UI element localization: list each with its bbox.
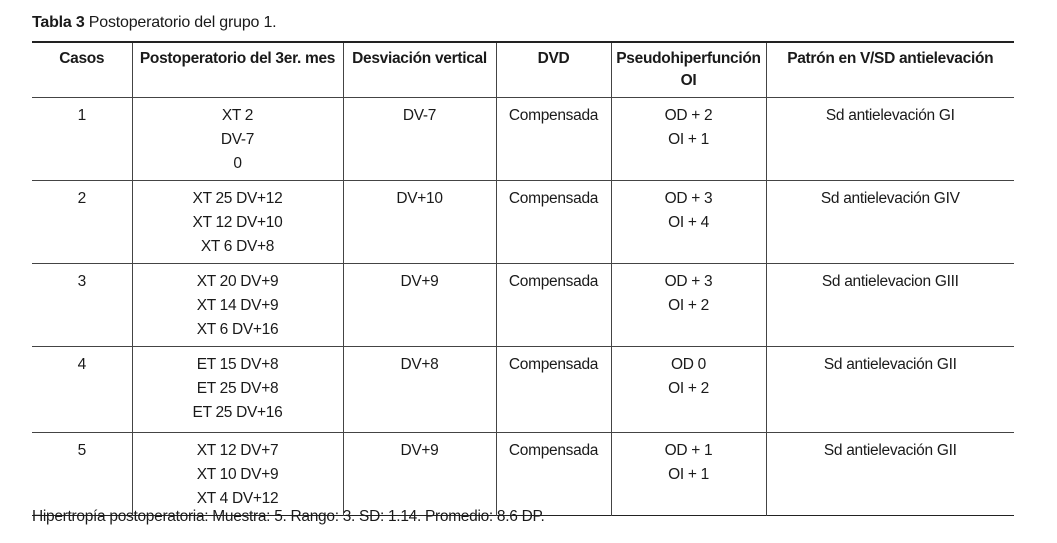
postop-line: XT 20 DV+9 [196, 273, 279, 290]
cell-caso: 2 [77, 190, 86, 207]
table-row [32, 181, 1014, 264]
cell-pseudo [611, 347, 766, 433]
header-casos [32, 42, 132, 98]
pseudo-line: OI + 1 [668, 466, 709, 483]
cell-postop [132, 98, 343, 181]
cell-desviacion: DV-7 [343, 98, 496, 181]
cell-patron: Sd antielevación GII [766, 433, 1014, 516]
header-text: Postoperatorio del 3er. mes [139, 50, 336, 67]
header-text: DVD [537, 50, 570, 67]
cell-dvd: Compensada [496, 433, 611, 516]
cell-desviacion: DV+10 [343, 181, 496, 264]
pseudo-line: OI + 4 [668, 214, 709, 231]
postop-line: 0 [233, 155, 242, 172]
header-text: Pseudohiperfunción [616, 50, 761, 67]
header-row [32, 42, 1014, 98]
caption-label: Tabla 3 [32, 14, 85, 31]
cell-caso: 4 [77, 356, 86, 373]
pseudo-line: OD + 3 [664, 273, 713, 290]
table-row [32, 264, 1014, 347]
cell-pseudo [611, 181, 766, 264]
postop-line: XT 6 DV+8 [200, 238, 275, 255]
cell-dvd: Compensada [496, 347, 611, 433]
postop-line: ET 15 DV+8 [196, 356, 279, 373]
postop-line: XT 12 DV+7 [196, 442, 279, 459]
cell-caso: 1 [77, 107, 86, 124]
cell-caso: 3 [77, 273, 86, 290]
cell-pseudo [611, 433, 766, 516]
pseudo-line: OD 0 [671, 356, 706, 373]
cell-patron: Sd antielevación GII [766, 347, 1014, 433]
cell-desviacion: DV+9 [343, 264, 496, 347]
header-text: Casos [59, 50, 105, 67]
header-desviacion [343, 42, 496, 98]
postop-line: XT 25 DV+12 [192, 190, 283, 207]
postop-line: ET 25 DV+16 [192, 404, 283, 421]
postop-line: XT 12 DV+10 [192, 214, 283, 231]
cell-patron: Sd antielevacion GIII [766, 264, 1014, 347]
postoperative-table [32, 41, 1014, 516]
cell-postop [132, 347, 343, 433]
table-row [32, 433, 1014, 516]
pseudo-line: OD + 1 [664, 442, 713, 459]
header-patron [766, 42, 1014, 98]
postop-line: DV-7 [220, 131, 255, 148]
pseudo-line: OD + 3 [664, 190, 713, 207]
table-container [32, 41, 1014, 516]
cell-desviacion: DV+8 [343, 347, 496, 433]
cell-dvd: Compensada [496, 181, 611, 264]
caption-text: Postoperatorio del grupo 1. [84, 14, 277, 31]
cell-patron: Sd antielevación GI [766, 98, 1014, 181]
header-text: Desviación vertical [352, 50, 487, 67]
pseudo-line: OI + 2 [668, 380, 709, 397]
postop-line: XT 2 [221, 107, 254, 124]
table-row [32, 98, 1014, 181]
header-pseudohiperfuncion [611, 42, 766, 98]
cell-caso: 5 [77, 442, 86, 459]
cell-postop [132, 433, 343, 516]
cell-dvd: Compensada [496, 98, 611, 181]
pseudo-line: OD + 2 [664, 107, 713, 124]
cell-pseudo [611, 264, 766, 347]
cell-pseudo [611, 98, 766, 181]
cell-patron: Sd antielevación GIV [766, 181, 1014, 264]
pseudo-line: OI + 1 [668, 131, 709, 148]
postop-line: XT 14 DV+9 [196, 297, 279, 314]
header-postoperatorio [132, 42, 343, 98]
postop-line: XT 10 DV+9 [196, 466, 279, 483]
header-dvd [496, 42, 611, 98]
header-text: OI [680, 72, 697, 89]
pseudo-line: OI + 2 [668, 297, 709, 314]
cell-postop [132, 264, 343, 347]
cell-dvd: Compensada [496, 264, 611, 347]
postop-line: ET 25 DV+8 [196, 380, 279, 397]
cell-desviacion: DV+9 [343, 433, 496, 516]
header-text: Patrón en V/SD antielevación [787, 50, 994, 67]
table-footnote: Hipertropía postoperatoria: Muestra: 5. Rango: 3. SD: 1.14. Promedio: 8.6 DP. [32, 508, 545, 525]
table-row [32, 347, 1014, 433]
postop-line: XT 6 DV+16 [196, 321, 279, 338]
cell-postop [132, 181, 343, 264]
postop-line: XT 4 DV+12 [196, 490, 279, 507]
table-caption [32, 14, 276, 32]
